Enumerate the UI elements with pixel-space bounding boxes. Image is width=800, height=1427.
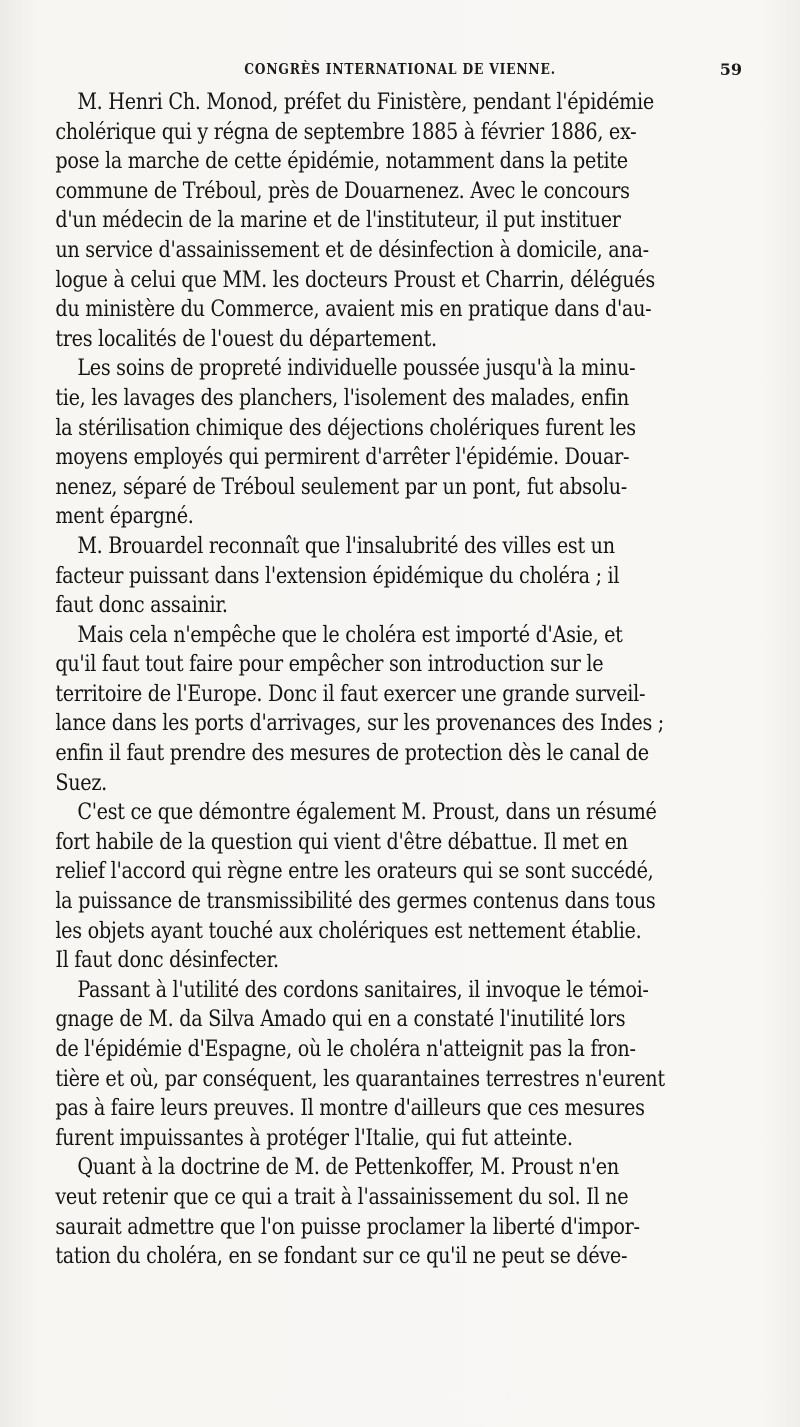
text-line: tres localités de l'ouest du département. — [55, 326, 437, 352]
text-line: gnage de M. da Silva Amado qui en a constaté l'inutilité lors — [55, 1007, 626, 1033]
text-line: Il faut donc désinfecter. — [55, 948, 279, 974]
text-line: enfin il faut prendre des mesures de protection dès le canal de — [55, 741, 649, 767]
text-line: la puissance de transmissibilité des germes contenus dans tous — [55, 889, 656, 915]
paragraph — [56, 354, 760, 532]
text-line: saurait admettre que l'on puisse proclamer la liberté d'impor- — [55, 1214, 640, 1240]
text-line: Passant à l'utilité des cordons sanitaires, il invoque le témoi- — [77, 977, 649, 1003]
text-line: cholérique qui y régna de septembre 1885 à février 1886, ex- — [55, 119, 637, 145]
text-line: M. Henri Ch. Monod, préfet du Finistère, pendant l'épidémie — [77, 90, 654, 115]
body-text — [56, 88, 760, 1272]
text-line: un service d'assainissement et de désinfection à domicile, ana- — [55, 237, 649, 263]
text-line: qu'il faut tout faire pour empêcher son introduction sur le — [55, 652, 604, 678]
text-line: veut retenir que ce qui a trait à l'assainissement du sol. Il ne — [55, 1184, 629, 1210]
text-line: lance dans les ports d'arrivages, sur les provenances des Indes ; — [55, 711, 664, 737]
text-line: tation du choléra, en se fondant sur ce qu'il ne peut se déve- — [55, 1244, 628, 1270]
text-line: pose la marche de cette épidémie, notamment dans la petite — [55, 149, 628, 175]
text-line: furent impuissantes à protéger l'Italie, qui fut atteinte. — [55, 1125, 573, 1151]
text-line: Mais cela n'empêche que le choléra est importé d'Asie, et — [77, 622, 623, 648]
text-line: nenez, séparé de Tréboul seulement par un pont, fut absolu- — [55, 474, 627, 500]
text-line: moyens employés qui permirent d'arrêter l'épidémie. Douar- — [55, 445, 630, 471]
text-line: faut donc assainir. — [55, 593, 228, 619]
text-line: Les soins de propreté individuelle poussée jusqu'à la minu- — [77, 356, 636, 382]
text-line: fort habile de la question qui vient d'être débattue. Il met en — [55, 829, 628, 855]
text-line: logue à celui que MM. les docteurs Proust et Charrin, délégués — [55, 267, 655, 293]
text-line: les objets ayant touché aux cholériques est nettement établie. — [55, 918, 642, 944]
text-line: Quant à la doctrine de M. de Pettenkoffer, M. Proust n'en — [77, 1155, 619, 1181]
text-line: tie, les lavages des planchers, l'isolement des malades, enfin — [55, 385, 629, 411]
paragraph — [56, 976, 760, 1154]
text-line: relief l'accord qui règne entre les orateurs qui se sont succédé, — [55, 859, 654, 885]
text-line: pas à faire leurs preuves. Il montre d'ailleurs que ces mesures — [55, 1096, 645, 1122]
paragraph — [56, 88, 760, 354]
running-title: CONGRÈS INTERNATIONAL DE VIENNE. — [244, 60, 556, 78]
text-line: de l'épidémie d'Espagne, où le choléra n'atteignit pas la fron- — [55, 1037, 636, 1062]
text-line: M. Brouardel reconnaît que l'insalubrité des villes est un — [77, 533, 615, 559]
text-line: du ministère du Commerce, avaient mis en pratique dans d'au- — [55, 297, 652, 323]
paragraph — [56, 1153, 760, 1271]
paragraph — [56, 798, 760, 976]
text-line: d'un médecin de la marine et de l'instituteur, il put instituer — [55, 208, 621, 234]
page-header — [58, 58, 742, 88]
text-line: facteur puissant dans l'extension épidémique du choléra ; il — [55, 563, 620, 589]
paragraph — [56, 621, 760, 799]
text-line: C'est ce que démontre également M. Proust, dans un résumé — [77, 800, 657, 826]
text-line: commune de Tréboul, près de Douarnenez. Avec le concours — [55, 178, 630, 204]
text-line: territoire de l'Europe. Donc il faut exercer une grande surveil- — [55, 681, 646, 707]
text-line: la stérilisation chimique des déjections cholériques furent les — [55, 415, 636, 441]
text-line: Suez. — [55, 770, 107, 796]
paragraph — [56, 532, 760, 621]
text-line: ment épargné. — [55, 504, 194, 530]
page-number: 59 — [719, 60, 742, 79]
text-line: tière et où, par conséquent, les quarantaines terrestres n'eurent — [55, 1066, 665, 1092]
